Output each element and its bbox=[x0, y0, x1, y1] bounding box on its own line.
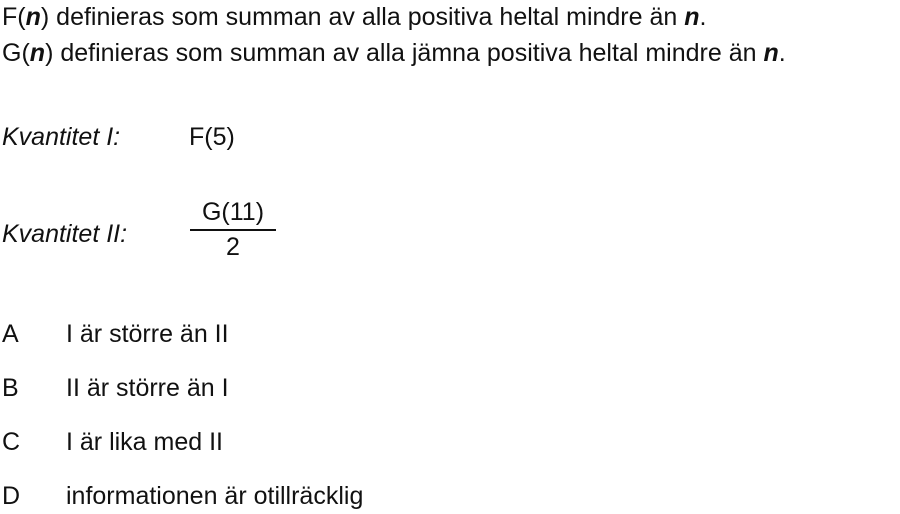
variable-n: n bbox=[684, 3, 700, 31]
option-b-letter: B bbox=[2, 374, 19, 402]
option-a-text: I är större än II bbox=[66, 320, 229, 348]
option-d-text: informationen är otillräcklig bbox=[66, 482, 364, 510]
option-d-letter: D bbox=[2, 482, 21, 510]
period: . bbox=[699, 3, 707, 31]
fraction-denominator: 2 bbox=[226, 233, 240, 261]
fraction-bar bbox=[190, 229, 276, 231]
definition-f bbox=[2, 2, 706, 32]
definition-g-prefix: G( bbox=[2, 39, 30, 67]
quantity-2-label: Kvantitet II: bbox=[2, 220, 128, 248]
option-c-text: I är lika med II bbox=[66, 428, 223, 456]
period: . bbox=[778, 39, 786, 67]
fraction-numerator: G(11) bbox=[201, 198, 265, 226]
quantity-1-expression: F(5) bbox=[189, 123, 235, 151]
definition-f-prefix: F( bbox=[2, 3, 26, 31]
variable-n: n bbox=[29, 39, 46, 67]
definition-f-text: ) definieras som summan av alla positiva heltal mindre än bbox=[40, 3, 685, 31]
definition-g-text: ) definieras som summan av alla jämna positiva heltal mindre än bbox=[45, 39, 764, 67]
option-a-letter: A bbox=[2, 320, 19, 348]
quantity-2-fraction bbox=[190, 197, 276, 261]
option-b-text: II är större än I bbox=[66, 374, 229, 402]
variable-n: n bbox=[25, 3, 41, 31]
definition-g bbox=[2, 38, 786, 68]
quantity-1-label: Kvantitet I: bbox=[2, 123, 121, 151]
variable-n: n bbox=[763, 39, 779, 67]
option-c-letter: C bbox=[2, 428, 21, 456]
